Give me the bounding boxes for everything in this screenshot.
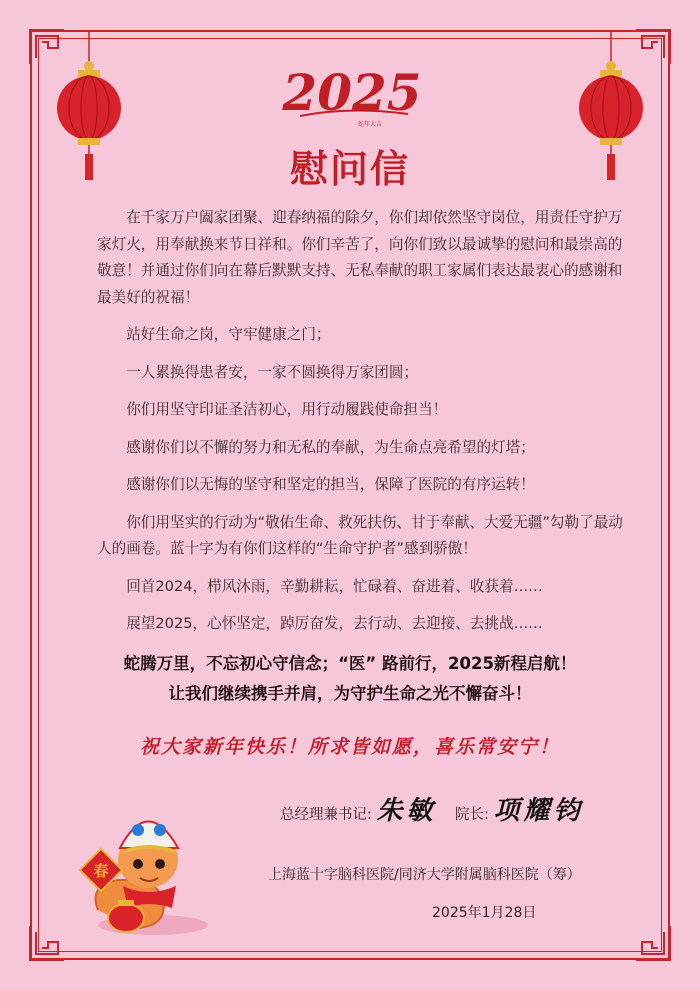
letter-paragraph: 你们用坚实的行动为“敬佑生命、救死扶伤、甘于奉献、大爱无疆”勾勒了最动人的画卷。蓝十字为有你们这样的“生命守护者”感到骄傲！ <box>97 513 623 557</box>
letter-paragraph: 一人累换得患者安，一家不圆换得万家团圆； <box>126 363 419 381</box>
letter-paragraph: 感谢你们以无悔的坚守和坚定的担当，保障了医院的有序运转！ <box>126 476 535 493</box>
signature-name-1: 朱敏 <box>376 796 437 826</box>
corner-ornament-bottom-left <box>28 924 66 962</box>
year-logo-tagline: 蛇年大吉 <box>357 121 383 128</box>
letter-paragraph: 回首2024，栉风沐雨，辛勤耕耘，忙碌着、奋进着、收获着…… <box>126 577 543 595</box>
slogan-line-2: 让我们继续携手并肩，为守护生命之光不懈奋斗！ <box>168 684 532 703</box>
slogan-line-1: 蛇腾万里，不忘初心守信念；“医” 路前行，2025新程启航！ <box>123 654 577 673</box>
letter-date: 2025年1月28日 <box>432 905 537 921</box>
year-logo-text: 2025 <box>282 63 422 122</box>
signature-role-2: 院长: <box>454 807 489 823</box>
letter-paragraph: 展望2025，心怀坚定，踔厉奋发，去行动、去迎接、去挑战…… <box>126 615 543 632</box>
signature-name-2: 项耀钧 <box>493 796 584 826</box>
letter-title: 慰问信 <box>289 146 410 191</box>
mascot-badge-text: 春 <box>93 862 109 880</box>
snake-mascot-icon <box>68 790 218 940</box>
letter-body <box>97 205 632 638</box>
new-year-wish: 祝大家新年快乐！所求皆如愿，喜乐常安宁！ <box>139 736 560 758</box>
year-logo <box>282 58 422 130</box>
letter-paragraph: 你们用坚守印证圣洁初心，用行动履践使命担当！ <box>126 401 448 418</box>
signature-line <box>280 790 640 827</box>
signature-role-1: 总经理兼书记: <box>280 807 372 823</box>
corner-ornament-bottom-right <box>634 924 672 962</box>
letter-paragraph: 在千家万户阖家团聚、迎春纳福的除夕，你们却依然坚守岗位，用责任守护万家灯火，用奉献换来节日祥和。你们辛苦了，向你们致以最诚挚的慰问和最崇高的敬意！并通过你们向在幕后默默支持、无私奉献的职工家属们表达最衷心的感谢和最美好的祝福！ <box>97 209 623 306</box>
letter-paragraph: 站好生命之岗，守牢健康之门； <box>126 326 331 343</box>
letter-paragraph: 感谢你们以不懈的努力和无私的奉献，为生命点亮希望的灯塔； <box>126 438 535 456</box>
hospital-name: 上海蓝十字脑科医院/同济大学附属脑科医院（筹） <box>268 867 581 883</box>
